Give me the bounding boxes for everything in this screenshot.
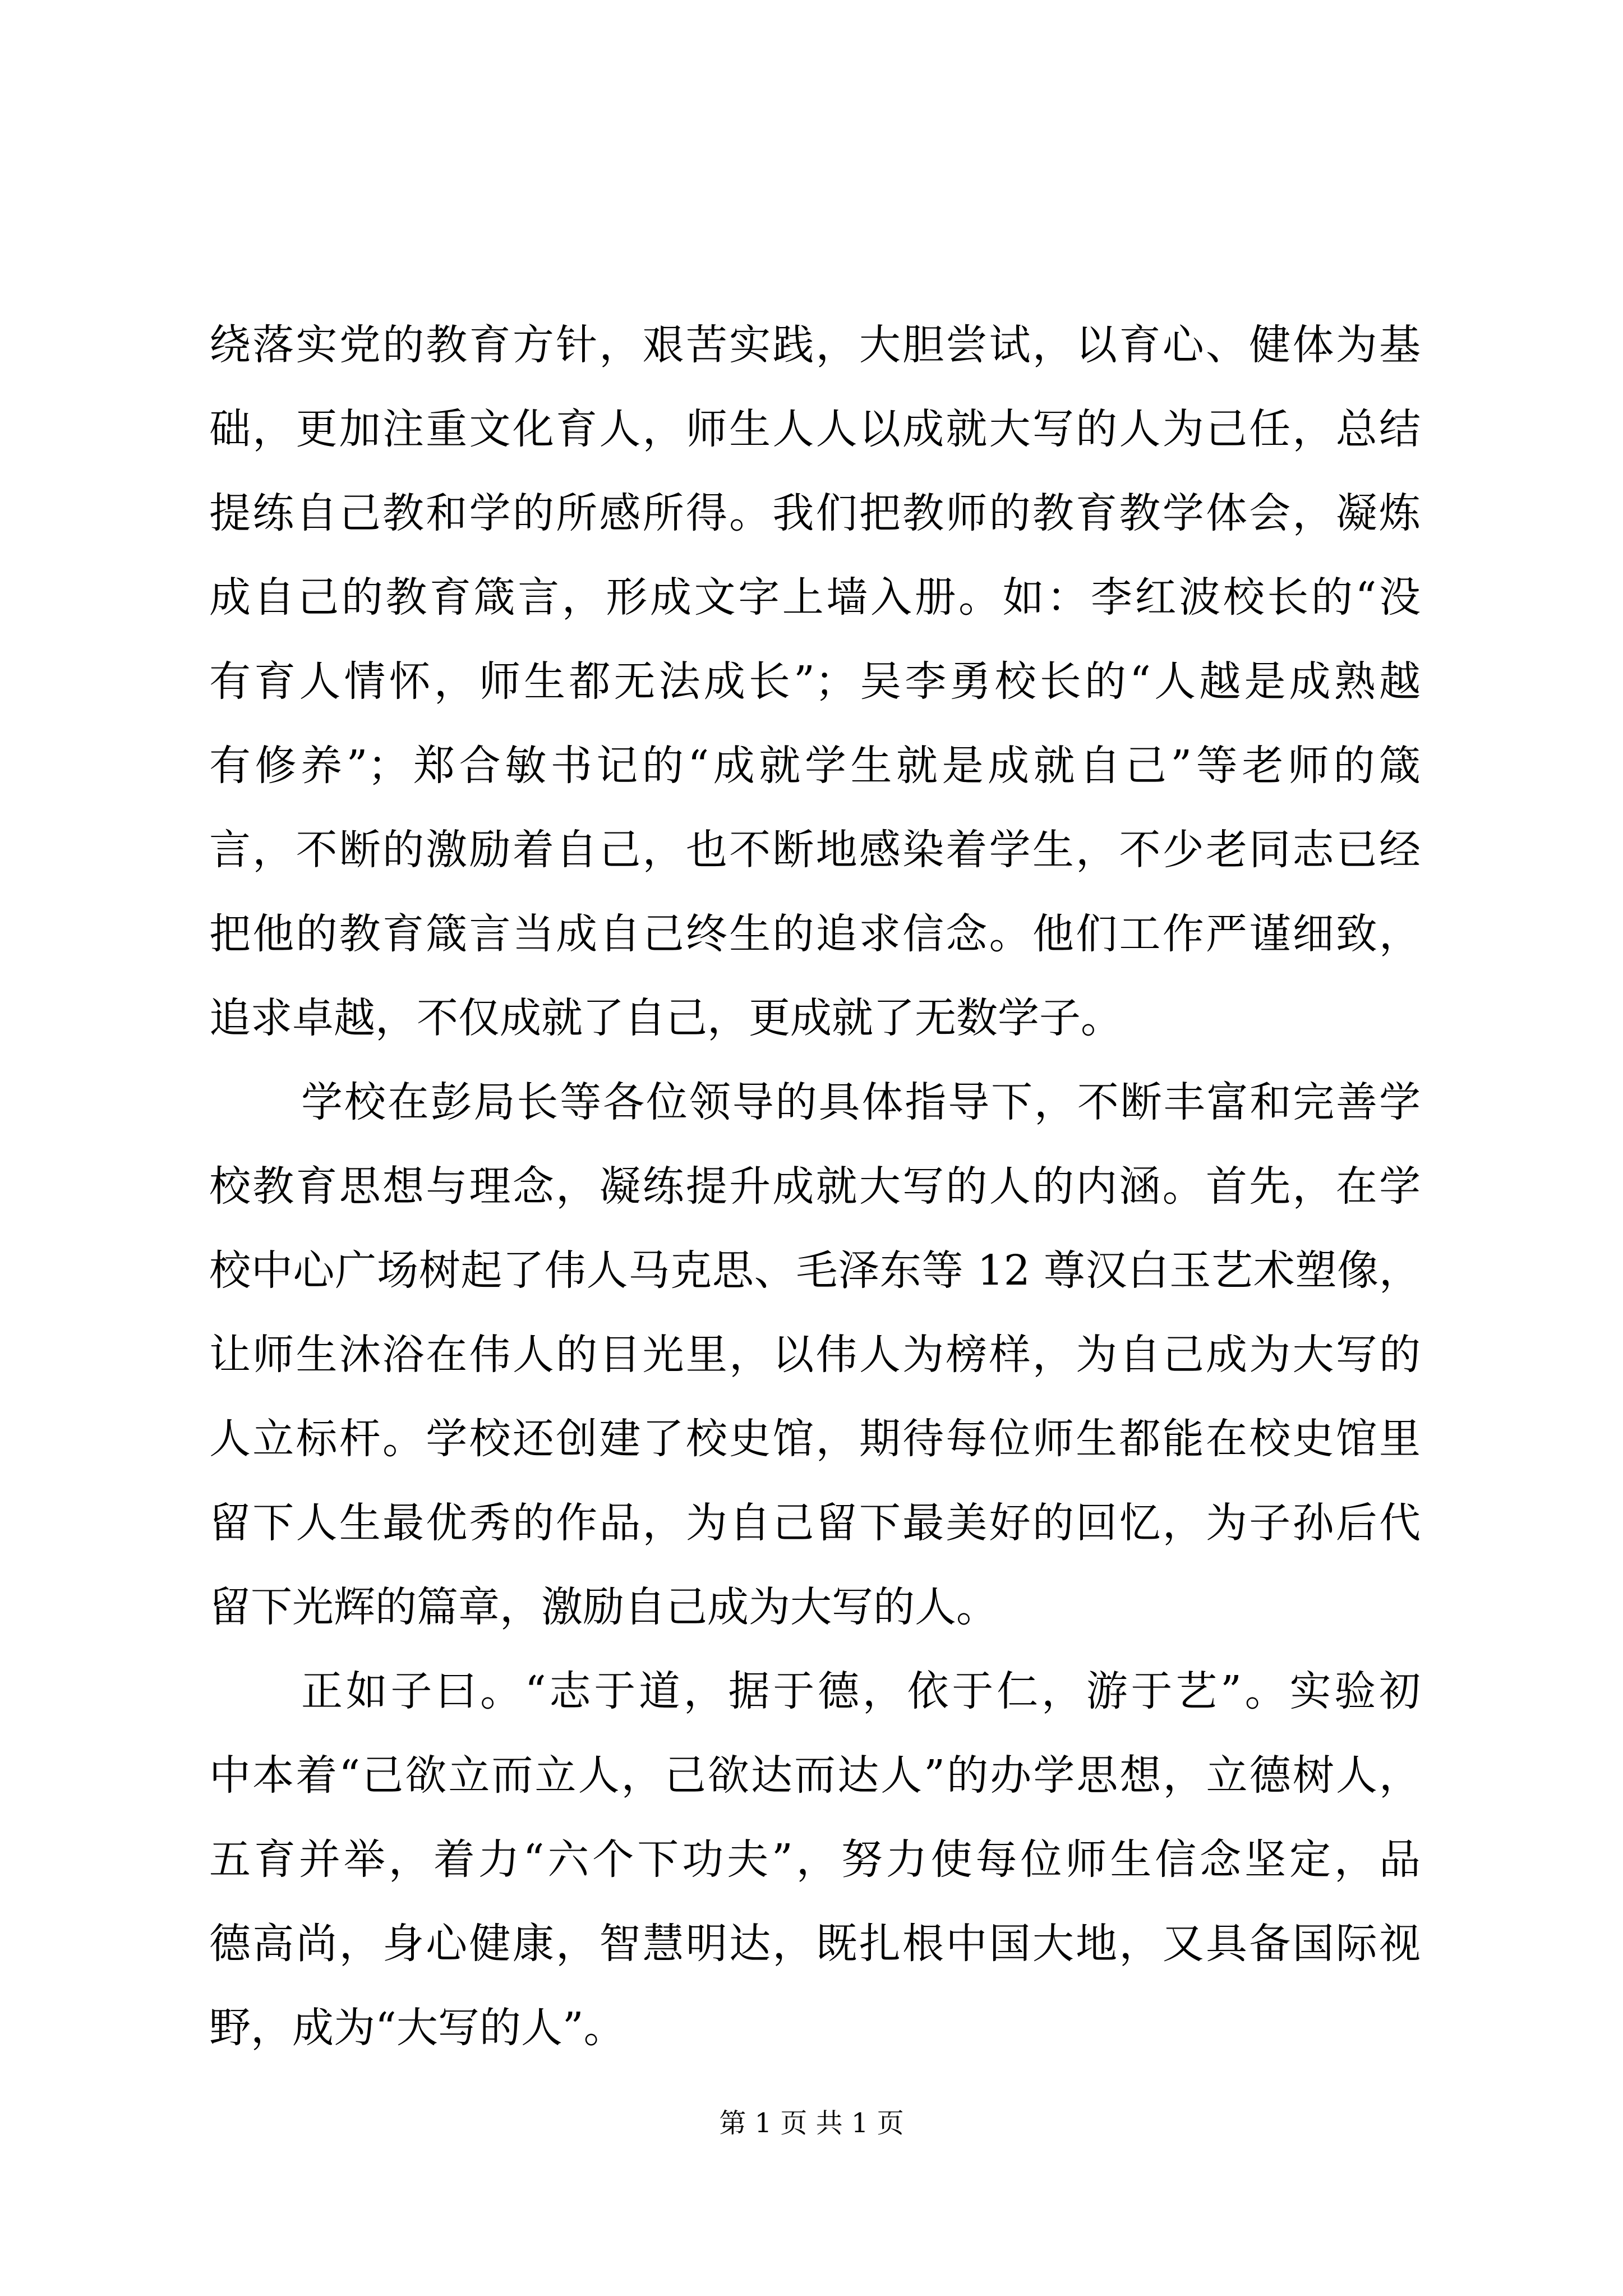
- text-line: 有育人情怀，师生都无法成长”；吴李勇校长的“人越是成熟越: [209, 657, 1421, 706]
- paragraph-first-line: 学校在彭局长等各位领导的具体指导下，不断丰富和完善学: [301, 1078, 1421, 1126]
- text-line: 绕落实党的教育方针，艰苦实践，大胆尝试，以育心、健体为基: [209, 321, 1421, 369]
- page-footer: 第 1 页 共 1 页: [719, 2108, 904, 2139]
- text-line: 留下人生最优秀的作品，为自己留下最美好的回忆，为子孙后代: [209, 1499, 1421, 1547]
- paragraph-first-line: 正如子曰。“志于道，据于德，依于仁，游于艺”。实验初: [301, 1667, 1421, 1715]
- text-line: 五育并举，着力“六个下功夫”，努力使每位师生信念坚定，品: [209, 1835, 1421, 1884]
- text-line: 校教育思想与理念，凝练提升成就大写的人的内涵。首先，在学: [209, 1162, 1421, 1211]
- text-line: 校中心广场树起了伟人马克思、毛泽东等 12 尊汉白玉艺术塑像，: [209, 1246, 1421, 1295]
- text-line: 言，不断的激励着自己，也不断地感染着学生，不少老同志已经: [209, 826, 1421, 874]
- text-line: 础，更加注重文化育人，师生人人以成就大写的人为己任，总结: [209, 405, 1421, 453]
- text-line: 成自己的教育箴言，形成文字上墙入册。如：李红波校长的“没: [209, 573, 1421, 622]
- text-line: 留下光辉的篇章，激励自己成为大写的人。: [209, 1583, 998, 1631]
- text-line: 中本着“己欲立而立人，己欲达而达人”的办学思想，立德树人，: [209, 1751, 1421, 1800]
- text-line: 人立标杆。学校还创建了校史馆，期待每位师生都能在校史馆里: [209, 1415, 1421, 1463]
- text-line: 追求卓越，不仅成就了自己，更成就了无数学子。: [209, 994, 1122, 1042]
- text-line: 把他的教育箴言当成自己终生的追求信念。他们工作严谨细致，: [209, 910, 1421, 958]
- text-line: 提练自己教和学的所感所得。我们把教师的教育教学体会，凝炼: [209, 489, 1421, 537]
- text-line: 有修养”；郑合敏书记的“成就学生就是成就自己”等老师的箴: [209, 742, 1421, 790]
- text-line: 让师生沐浴在伟人的目光里，以伟人为榜样，为自己成为大写的: [209, 1331, 1421, 1379]
- text-line: 德高尚，身心健康，智慧明达，既扎根中国大地，又具备国际视: [209, 1920, 1421, 1968]
- text-line: 野，成为“大写的人”。: [209, 2004, 625, 2052]
